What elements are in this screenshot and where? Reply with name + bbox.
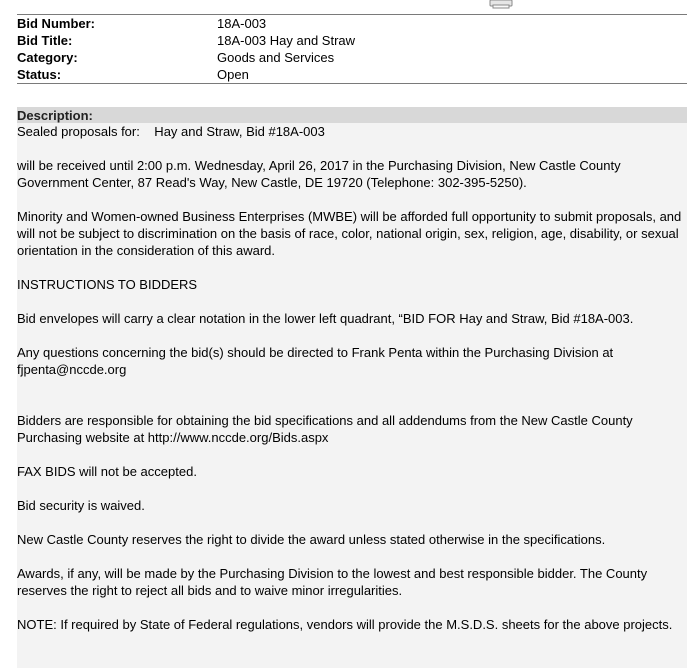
status-row [17,66,687,83]
description-paragraph: Minority and Women-owned Business Enterprises (MWBE) will be afforded full opportunity to submit proposals, and will not be subject to discrimination on the basis of race, color, national origin, sex, religion, age, disability, or sexual orientation in the consideration of this award. [17,209,682,258]
status-value: Open [217,67,249,82]
bid-number-row [17,15,687,32]
bid-number-value: 18A-003 [217,16,267,31]
bid-title-label: Bid Title: [17,33,73,48]
bid-title-value: 18A-003 Hay and Straw [217,33,356,48]
description-paragraph: Any questions concerning the bid(s) should be directed to Frank Penta within the Purchasing Division at fjpenta@nccde.org [17,345,614,377]
description-paragraph: New Castle County reserves the right to divide the award unless stated otherwise in the specifications. [17,532,606,547]
description-paragraph: NOTE: If required by State of Federal regulations, vendors will provide the M.S.D.S. sheets for the above projects. [17,617,673,632]
bid-title-row [17,32,687,49]
category-label: Category: [17,50,78,65]
category-value: Goods and Services [217,50,335,65]
description-section [17,107,687,668]
description-paragraph: INSTRUCTIONS TO BIDDERS [17,277,198,292]
details-divider [17,83,687,84]
description-paragraph: Bid envelopes will carry a clear notation in the lower left quadrant, “BID FOR Hay and Straw, Bid #18A-003. [17,311,634,326]
description-body [17,123,687,633]
description-paragraph: FAX BIDS will not be accepted. [17,464,197,479]
bid-details [17,15,687,83]
status-label: Status: [17,67,62,82]
description-paragraph: will be received until 2:00 p.m. Wednesday, April 26, 2017 in the Purchasing Division, New Castle County Government Center, 87 Read's Way, New Castle, DE 19720 (Telephone: 302-395-5250). [17,158,621,190]
description-paragraph: Bidders are responsible for obtaining the bid specifications and all addendums from the New Castle County Purchasing website at http://www.nccde.org/Bids.aspx [17,413,633,445]
description-paragraph: Awards, if any, will be made by the Purchasing Division to the lowest and best responsible bidder. The County reserves the right to reject all bids and to waive minor irregularities. [17,566,648,598]
description-heading: Description: [17,107,687,123]
printer-icon[interactable] [488,0,514,9]
description-paragraph: Sealed proposals for: Hay and Straw, Bid #18A-003 [17,124,325,139]
category-row [17,49,687,66]
description-paragraph: Bid security is waived. [17,498,145,513]
bid-number-label: Bid Number: [17,16,95,31]
